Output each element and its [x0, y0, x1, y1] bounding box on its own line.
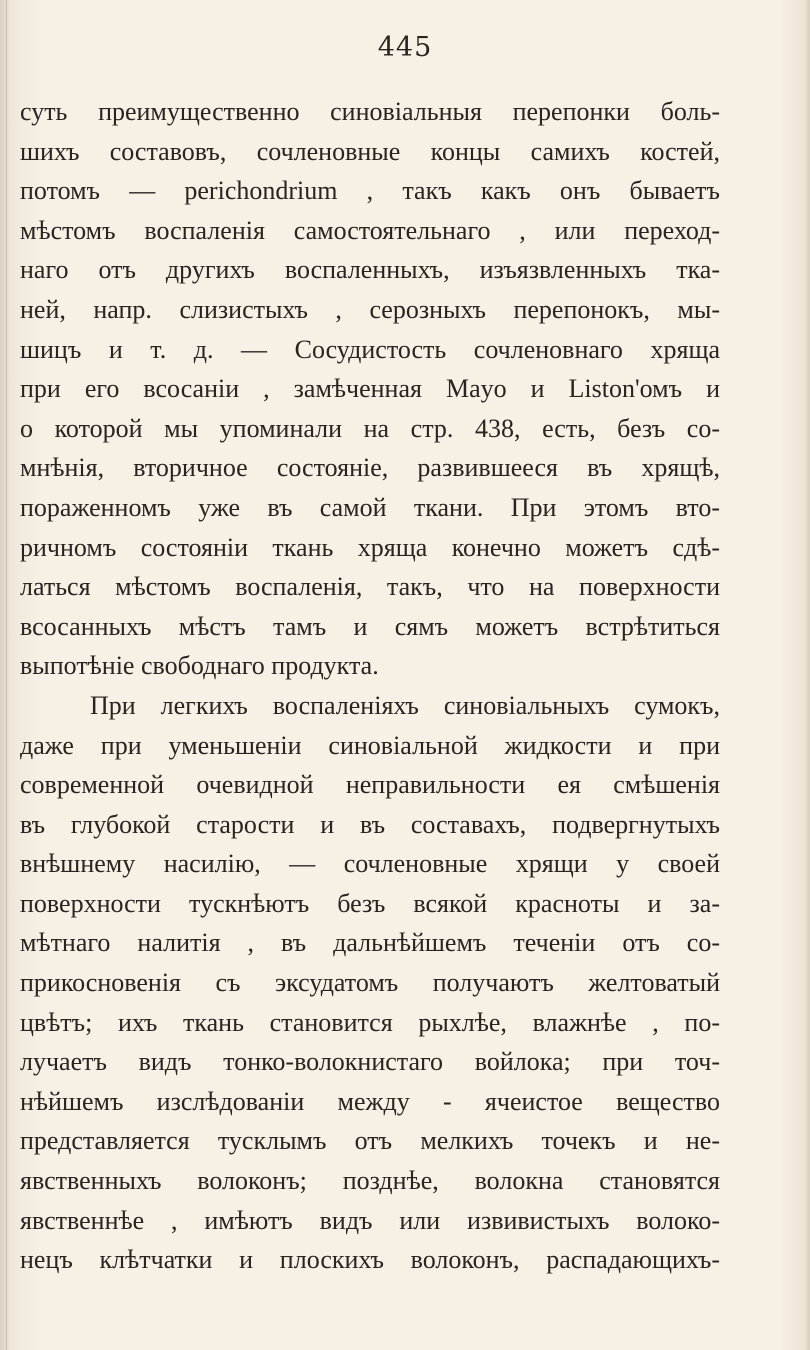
text-line: мнѣнія, вторичное состояніе, развившееся въ хрящѣ,: [20, 453, 720, 483]
text-line: мѣстомъ воспаленія самостоятельнаго , или переход-: [20, 215, 720, 245]
text-line: ричномъ состояніи ткань хряща конечно можетъ сдѣ-: [20, 532, 720, 562]
text-line: пораженномъ уже въ самой ткани. При этомъ вто-: [20, 492, 720, 522]
text-line: нѣйшемъ изслѣдованіи между - ячеистое вещество: [20, 1086, 720, 1116]
text-line: при его всосаніи , замѣченная Mayo и Liston'омъ и: [20, 374, 720, 404]
text-line: латься мѣстомъ воспаленія, такъ, что на поверхности: [20, 572, 720, 602]
text-line: всосанныхъ мѣстъ тамъ и сямъ можетъ встрѣтиться: [20, 611, 720, 641]
text-line: мѣтнаго налитія , въ дальнѣйшемъ теченіи отъ со-: [20, 928, 720, 958]
text-line: даже при уменьшеніи синовіальной жидкости и при: [20, 730, 720, 760]
text-line: ней, напр. слизистыхъ , серозныхъ перепонокъ, мы-: [20, 294, 720, 324]
text-line: явственныхъ волоконъ; позднѣе, волокна становятся: [20, 1166, 720, 1196]
page-number: 445: [377, 32, 433, 63]
text-line: явственнѣе , имѣютъ видъ или извивистыхъ волоко-: [20, 1205, 720, 1235]
text-line: цвѣтъ; ихъ ткань становится рыхлѣе, влажнѣе , по-: [20, 1007, 720, 1037]
text-line: наго отъ другихъ воспаленныхъ, изъязвленныхъ тка-: [20, 255, 720, 285]
text-line: нецъ клѣтчатки и плоскихъ волоконъ, распадающихъ-: [20, 1245, 720, 1275]
text-line: прикосновенія съ эксудатомъ получаютъ желтоватый: [20, 968, 720, 998]
text-line: шицъ и т. д. — Сосудистость сочленовнаго хряща: [20, 334, 720, 364]
text-line-paragraph-start: При легкихъ воспаленіяхъ синовіальныхъ сумокъ,: [90, 690, 720, 720]
text-line: потомъ — perichondrium , такъ какъ онъ бываетъ: [20, 176, 720, 206]
body-text: [20, 92, 720, 1280]
text-line: поверхности тускнѣютъ безъ всякой красноты и за-: [20, 888, 720, 918]
text-line: въ глубокой старости и въ составахъ, подвергнутыхъ: [20, 809, 720, 839]
page-edge: [6, 0, 7, 1350]
text-line-paragraph-end: выпотѣніе свободнаго продукта.: [20, 651, 379, 681]
text-line: шихъ составовъ, сочленовные концы самихъ костей,: [20, 136, 720, 166]
text-line: внѣшнему насилію, — сочленовные хрящи у своей: [20, 849, 720, 879]
text-line: суть преимущественно синовіальныя перепонки боль-: [20, 97, 720, 126]
text-line: о которой мы упоминали на стр. 438, есть, безъ со-: [20, 413, 720, 443]
text-line: представляется тусклымъ отъ мелкихъ точекъ и не-: [20, 1126, 720, 1156]
text-line: лучаетъ видъ тонко-волокнистаго войлока; при точ-: [20, 1047, 720, 1077]
text-line: современной очевидной неправильности ея смѣшенія: [20, 770, 720, 800]
